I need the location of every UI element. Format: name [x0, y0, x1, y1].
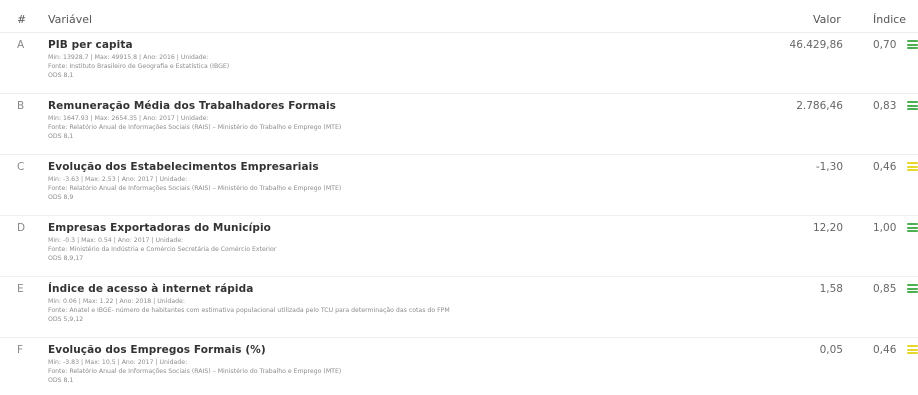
variable-valor: 2.786,46: [796, 100, 843, 112]
column-header-indice[interactable]: Índice: [873, 13, 907, 26]
variable-ods: ODS 8,9,17: [48, 255, 84, 262]
variable-source: Fonte: Relatório Anual de Informações Sociais (RAIS) – Ministério do Trabalho e Emprego (MTE): [48, 185, 342, 192]
variable-name: Empresas Exportadoras do Município: [48, 222, 271, 234]
column-header-valor[interactable]: Valor: [813, 13, 841, 26]
table-row[interactable]: [0, 33, 918, 94]
variable-valor: 1,58: [819, 283, 843, 295]
variable-name: PIB per capita: [48, 39, 133, 51]
variable-name: Remuneração Média dos Trabalhadores Formais: [48, 100, 337, 112]
variable-valor: -1,30: [815, 161, 843, 173]
bars-icon: [907, 345, 918, 354]
table-row[interactable]: [0, 277, 918, 338]
variable-ods: ODS 8,1: [48, 72, 74, 79]
row-letter: C: [17, 161, 25, 173]
variable-ods: ODS 8,1: [48, 377, 74, 384]
table-header: [0, 0, 918, 33]
variable-source: Fonte: Relatório Anual de Informações Sociais (RAIS) – Ministério do Trabalho e Emprego (MTE): [48, 368, 342, 375]
variable-name: Evolução dos Estabelecimentos Empresariais: [48, 161, 319, 173]
variable-indice: 0,83: [873, 100, 897, 112]
variable-stats: Min: -3.63 | Max: 2.53 | Ano: 2017 | Unidade:: [48, 176, 188, 183]
table-row[interactable]: [0, 338, 918, 395]
variable-source: Fonte: Relatório Anual de Informações Sociais (RAIS) – Ministério do Trabalho e Emprego (MTE): [48, 124, 342, 131]
table-row[interactable]: [0, 155, 918, 216]
table-row[interactable]: [0, 94, 918, 155]
row-letter: B: [17, 100, 25, 112]
variable-indice: 1,00: [873, 222, 897, 234]
variable-valor: 46.429,86: [789, 39, 843, 51]
variable-stats: Min: -0.3 | Max: 0.54 | Ano: 2017 | Unidade:: [48, 237, 184, 244]
variable-stats: Min: 0.06 | Max: 1.22 | Ano: 2018 | Unidade:: [48, 298, 185, 305]
variable-name: Evolução dos Empregos Formais (%): [48, 344, 266, 356]
variable-indice: 0,46: [873, 344, 897, 356]
variable-source: Fonte: Instituto Brasileiro de Geografia e Estatística (IBGE): [48, 63, 230, 70]
variable-stats: Min: -3.83 | Max: 10.5 | Ano: 2017 | Unidade:: [48, 359, 188, 366]
bars-icon: [907, 101, 918, 110]
bars-icon: [907, 284, 918, 293]
variable-ods: ODS 8,9: [48, 194, 74, 201]
variable-valor: 12,20: [812, 222, 843, 234]
row-letter: E: [17, 283, 24, 295]
variable-source: Fonte: Ministério da Indústria e Comércio Secretária de Comércio Exterior: [48, 246, 277, 253]
variable-indice: 0,46: [873, 161, 897, 173]
row-letter: F: [17, 344, 24, 356]
variable-source: Fonte: Anatel e IBGE- número de habitantes com estimativa populacional utilizada pelo TCU para determinação das cotas do FPM: [48, 307, 450, 314]
table-row[interactable]: [0, 216, 918, 277]
bars-icon: [907, 40, 918, 49]
column-header-hash: #: [17, 13, 27, 26]
column-header-variavel[interactable]: Variável: [48, 13, 93, 26]
row-letter: A: [17, 39, 25, 51]
variable-indice: 0,70: [873, 39, 897, 51]
variable-ods: ODS 8,1: [48, 133, 74, 140]
bars-icon: [907, 162, 918, 171]
variable-ods: ODS 5,9,12: [48, 316, 84, 323]
variable-name: Índice de acesso à internet rápida: [48, 283, 254, 295]
row-letter: D: [17, 222, 26, 234]
variable-stats: Min: 13928.7 | Max: 49915.8 | Ano: 2016 | Unidade:: [48, 54, 209, 61]
bars-icon: [907, 223, 918, 232]
variable-stats: Min: 1647.93 | Max: 2654.35 | Ano: 2017 | Unidade:: [48, 115, 209, 122]
variable-valor: 0,05: [819, 344, 843, 356]
variable-indice: 0,85: [873, 283, 897, 295]
